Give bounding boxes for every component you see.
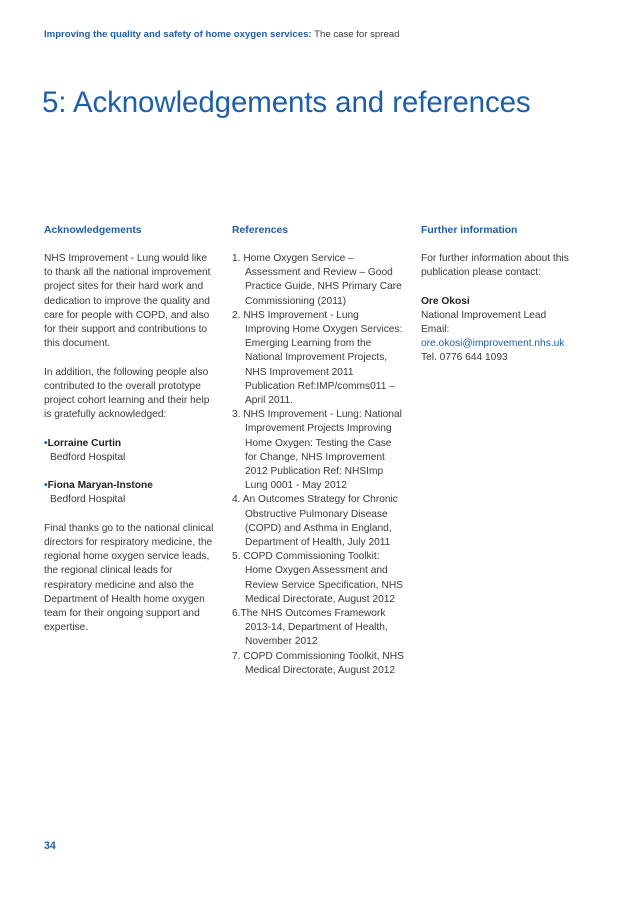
- reference-line: Home Oxygen: Testing the Case: [245, 437, 392, 449]
- reference-line: Review Service Specification, NHS: [245, 579, 403, 591]
- reference-line-first: 1. Home Oxygen Service –: [232, 253, 354, 264]
- reference-line: April 2011.: [245, 395, 293, 407]
- email-label: Email:: [421, 324, 450, 335]
- reference-line: Department of Health, July 2011: [245, 537, 391, 549]
- reference-line: for Change, NHS Improvement: [245, 451, 385, 463]
- ack-p2-line: In addition, the following people also: [44, 366, 209, 378]
- reference-line: (COPD) and Asthma in England,: [245, 522, 392, 534]
- ack-p3-line: directors for respiratory medicine, the: [44, 537, 213, 548]
- reference-item: [232, 309, 410, 408]
- ack-p3-line: regional home oxygen service leads,: [44, 551, 210, 563]
- reference-item: [232, 408, 410, 493]
- reference-line: Commissioning (2011): [245, 295, 347, 307]
- reference-line: Improvement Projects Improving: [245, 423, 392, 435]
- reference-line: Improving Home Oxygen Services:: [245, 324, 403, 336]
- ack-p3-line: expertise.: [44, 622, 89, 634]
- reference-item: [232, 252, 410, 309]
- reference-line: Publication Ref:IMP/comms011 –: [245, 380, 395, 392]
- ack-p3-line: Department of Health home oxygen: [44, 593, 205, 605]
- reference-line: Medical Directorate, August 2012: [245, 664, 396, 676]
- ack-p1-line: project sites for their hard work and: [44, 281, 204, 293]
- reference-line-first: 6.The NHS Outcomes Framework: [232, 608, 386, 620]
- reference-line-first: 7. COPD Commissioning Toolkit, NHS: [232, 650, 404, 662]
- person-name: Fiona Maryan-Instone: [47, 480, 153, 492]
- bullet-icon: •: [44, 480, 48, 492]
- reference-line: Obstructive Pulmonary Disease: [245, 508, 388, 520]
- references-heading: References: [232, 225, 289, 236]
- reference-line: Emerging Learning from the: [245, 338, 372, 350]
- reference-item: [232, 607, 410, 650]
- ack-p3-line: respiratory medicine and also the: [44, 579, 195, 591]
- reference-line: NHS Improvement 2011: [245, 366, 354, 378]
- ack-p2-line: is gratefully acknowledged:: [44, 409, 167, 421]
- ack-p1-line: this document.: [44, 338, 111, 350]
- reference-item: [232, 650, 410, 678]
- reference-item: [232, 493, 410, 550]
- reference-line: National Improvement Projects,: [245, 352, 388, 364]
- ack-paragraph-1: [44, 252, 222, 351]
- person-name: Lorraine Curtin: [47, 437, 122, 449]
- running-header: [44, 29, 399, 40]
- ack-person: [44, 437, 222, 465]
- ack-p1-line: NHS Improvement - Lung would like: [44, 253, 208, 264]
- ack-person: [44, 479, 222, 507]
- person-org: Bedford Hospital: [50, 494, 126, 506]
- contact-phone: Tel. 0776 644 1093: [421, 352, 508, 364]
- ack-p3-line: team for their ongoing support and: [44, 608, 200, 620]
- ack-paragraph-3: [44, 522, 222, 636]
- ack-p3-line: Final thanks go to the national clinical: [44, 522, 214, 534]
- reference-line: Practice Guide, NHS Primary Care: [245, 281, 402, 293]
- reference-line-first: 3. NHS Improvement - Lung: National: [232, 409, 402, 421]
- ack-p3-line: the regional clinical leads for: [44, 565, 173, 577]
- ack-p1-line: to thank all the national improvement: [44, 267, 211, 279]
- person-org: Bedford Hospital: [50, 451, 126, 463]
- references-column: [232, 224, 410, 678]
- reference-line: Home Oxygen Assessment and: [245, 565, 388, 577]
- ack-p2-line: contributed to the overall prototype: [44, 380, 201, 392]
- reference-line: November 2012: [245, 636, 318, 648]
- running-header-bold: Improving the quality and safety of home oxygen services:: [44, 29, 312, 40]
- ack-p1-line: care for people with COPD, and also: [44, 309, 210, 321]
- acknowledgements-heading: Acknowledgements: [44, 225, 142, 236]
- email-link[interactable]: ore.okosi@improvement.nhs.uk: [421, 338, 565, 350]
- contact-role: National Improvement Lead: [421, 309, 547, 321]
- further-intro-line: For further information about this: [421, 253, 569, 264]
- ack-paragraph-2: [44, 366, 222, 423]
- reference-line: Assessment and Review – Good: [245, 267, 393, 279]
- reference-line-first: 2. NHS Improvement - Lung: [232, 309, 359, 321]
- running-header-rest: The case for spread: [311, 29, 400, 40]
- bullet-icon: •: [44, 437, 48, 449]
- acknowledgements-column: [44, 224, 222, 635]
- reference-list: [232, 252, 410, 678]
- page-number: 34: [44, 840, 56, 852]
- reference-line: 2012 Publication Ref: NHSImp: [245, 466, 384, 478]
- reference-line: Medical Directorate, August 2012: [245, 593, 396, 605]
- reference-item: [232, 550, 410, 607]
- reference-line-first: 5. COPD Commissioning Toolkit:: [232, 551, 380, 563]
- reference-line-first: 4. An Outcomes Strategy for Chronic: [232, 494, 398, 506]
- ack-p1-line: dedication to improve the quality and: [44, 295, 210, 307]
- further-intro-line: publication please contact:: [421, 267, 542, 279]
- further-information-heading: Further information: [421, 225, 518, 236]
- reference-line: 2013-14, Department of Health,: [245, 622, 388, 634]
- ack-p1-line: for their support and contributions to: [44, 324, 208, 336]
- ack-p2-line: project cohort learning and their help: [44, 395, 210, 407]
- further-information-column: [421, 224, 599, 366]
- contact-name: Ore Okosi: [421, 295, 470, 307]
- reference-line: Lung 0001 - May 2012: [245, 480, 347, 492]
- chapter-title: 5: Acknowledgements and references: [42, 86, 531, 119]
